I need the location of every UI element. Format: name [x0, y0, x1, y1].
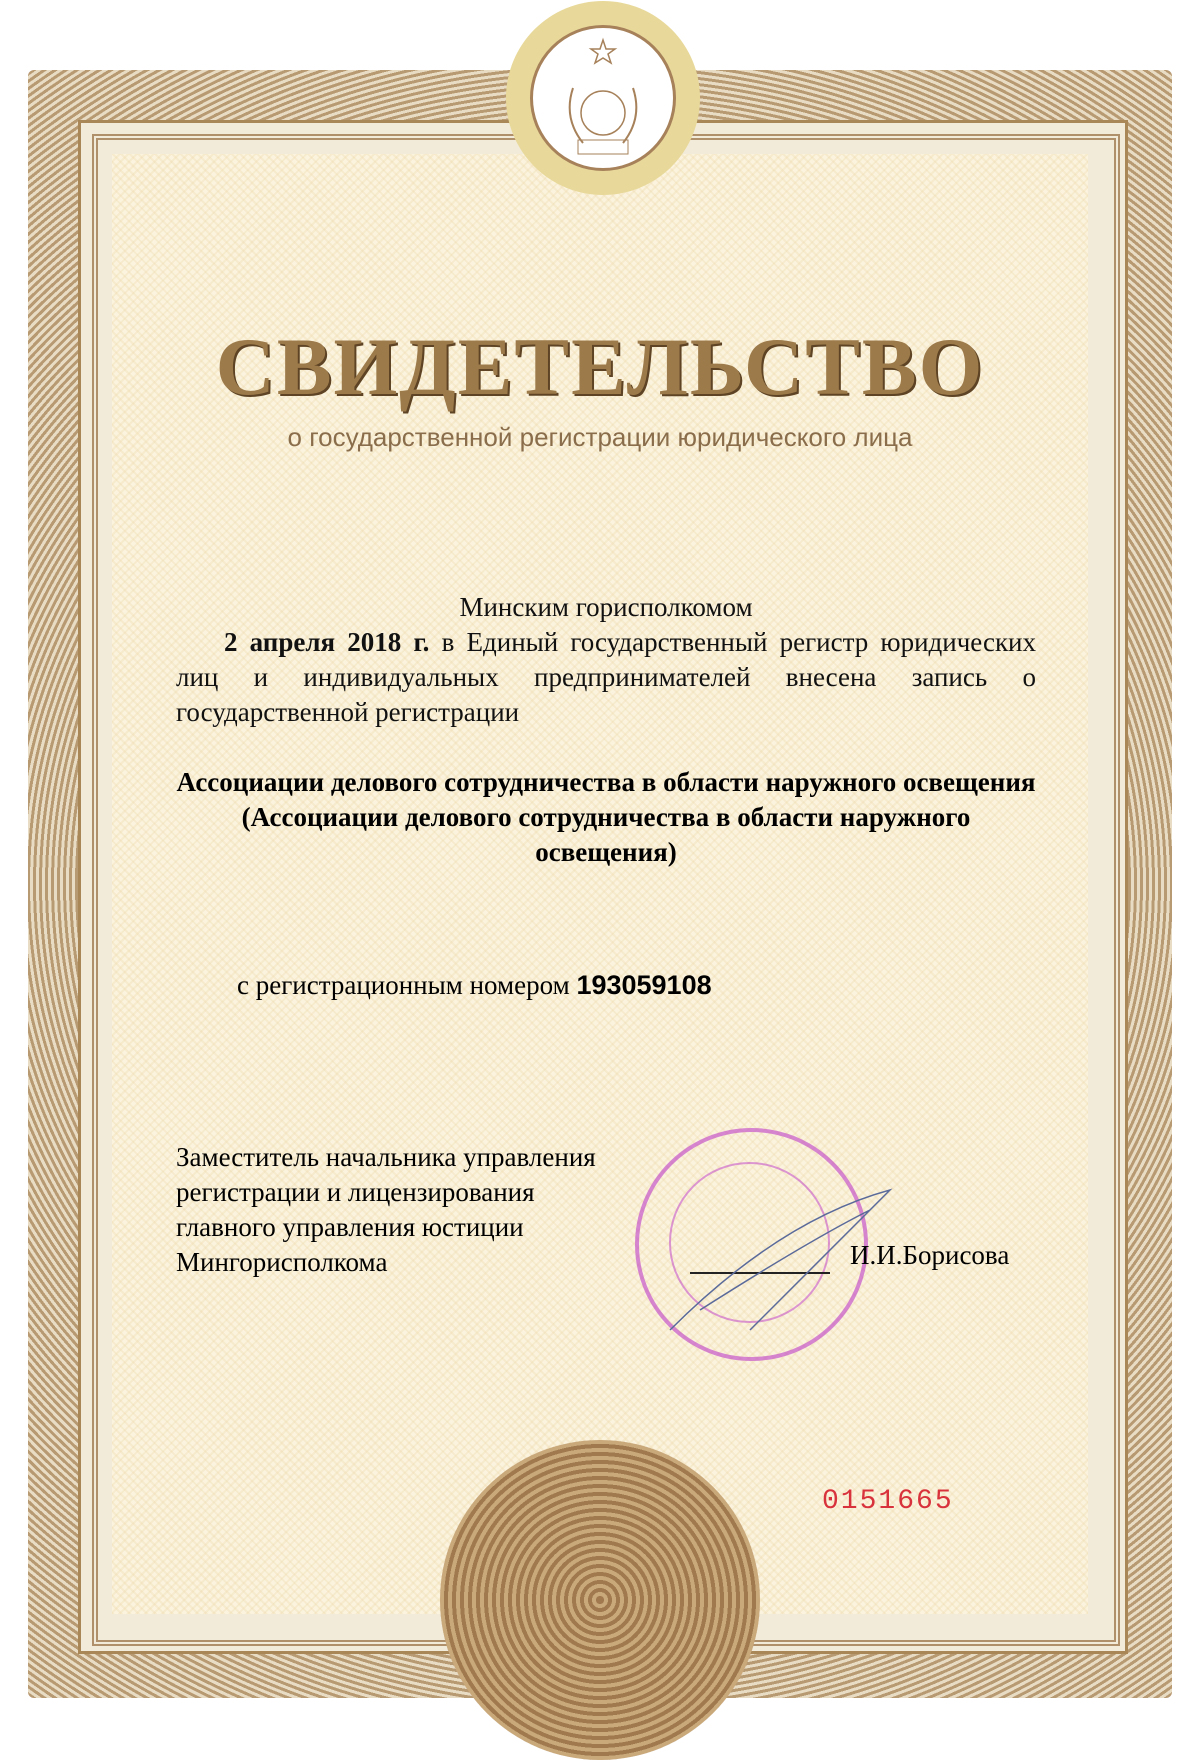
record-text: в Единый государственный регистр юридических лиц и индивидуальных предпринимателей внесена запись о государственной регистрации [176, 627, 1037, 727]
record-paragraph [176, 625, 1036, 730]
org-name-full: Ассоциации делового сотрудничества в области наружного освещения [176, 767, 1036, 797]
authority: Минским горисполкомом [459, 592, 753, 622]
org-name-short: (Ассоциации делового сотрудничества в области наружного освещения) [241, 802, 971, 867]
signer-line: регистрации и лицензирования [176, 1177, 535, 1207]
registration-number: 193059108 [576, 970, 712, 1000]
state-emblem [530, 25, 676, 171]
serial-number: 0151665 [822, 1486, 954, 1517]
signer-line: Заместитель начальника управления [176, 1142, 596, 1172]
signer-line: Мингорисполкома [176, 1247, 388, 1277]
signer-name: И.И.Борисова [850, 1240, 1010, 1270]
reg-label: с регистрационным номером [237, 970, 570, 1000]
signer-title [176, 1140, 596, 1280]
registration-date: 2 апреля 2018 г. [224, 627, 430, 657]
document-subtitle: о государственной регистрации юридического лица [287, 422, 913, 452]
signer-line: главного управления юстиции [176, 1212, 524, 1242]
organization-name [176, 765, 1036, 870]
registration-line [237, 970, 712, 1001]
document-title: СВИДЕТЕЛЬСТВО [215, 321, 985, 412]
